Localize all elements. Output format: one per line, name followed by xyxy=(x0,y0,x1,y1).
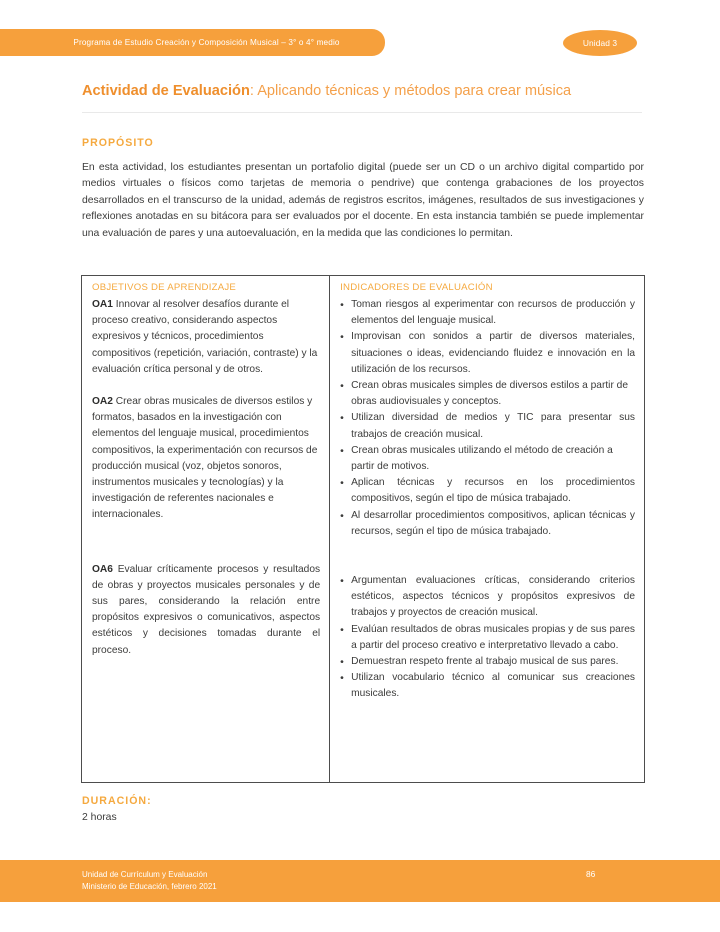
proposito-heading: PROPÓSITO xyxy=(82,137,154,149)
program-header-band xyxy=(0,29,385,56)
objetivo-item xyxy=(92,394,320,524)
page-title-rest: : Aplicando técnicas y métodos para crear música xyxy=(249,83,572,99)
list-item: • Crean obras musicales utilizando el método de creación a partir de motivos. xyxy=(340,443,635,475)
objetivo-code: OA1 xyxy=(92,299,113,310)
page-title xyxy=(82,82,642,100)
title-divider xyxy=(82,112,642,113)
list-item: • Aplican técnicas y recursos en los procedimientos compositivos, según el tipo de música trabajado. xyxy=(340,475,635,507)
indicadores-list-group-1 xyxy=(340,297,635,540)
list-item: • Evalúan resultados de obras musicales propias y de sus pares a partir del proceso creativo e interpretativo llevado a cabo. xyxy=(340,622,635,654)
footer-page-number: 86 xyxy=(586,869,596,879)
list-item: • Crean obras musicales simples de diversos estilos a partir de obras audiovisuales y conceptos. xyxy=(340,378,635,410)
list-item: • Argumentan evaluaciones críticas, considerando criterios estéticos, aspectos técnicos y propósitos expresivos de trabajos y proyectos de creación musical. xyxy=(340,573,635,622)
duracion-heading: DURACIÓN: xyxy=(82,795,152,807)
footer-line-2: Ministerio de Educación, febrero 2021 xyxy=(82,881,217,891)
list-item: • Toman riesgos al experimentar con recursos de producción y elementos del lenguaje musical. xyxy=(340,297,635,329)
list-item: • Improvisan con sonidos a partir de diversos materiales, situaciones o ideas, evidenciando fluidez e innovación en la utilización de los recursos. xyxy=(340,329,635,378)
unit-badge-label: Unidad 3 xyxy=(582,38,618,48)
objetivo-code: OA2 xyxy=(92,396,113,408)
objetivo-text: Evaluar críticamente procesos y resultados de obras y proyectos musicales personales y de sus pares, considerando la relación entre propósitos expresivos o comunicativos, aspectos estéticos y decisiones tomadas durante el proceso. xyxy=(92,563,321,656)
proposito-paragraph: En esta actividad, los estudiantes presentan un portafolio digital (puede ser un CD o un archivo digital compartido por medios virtuales o físicos como tarjetas de memoria o pendrive) que contenga grabaciones de los proyectos desarrollados en el transcurso de la unidad, además de registros escritos, imágenes, resultados de sus investigaciones y reflexiones anotadas en su bitácora para ser evaluados por el docente. En esta instancia también se puede implementar una evaluación de pares y una autoevaluación, en la medida que las condiciones lo permitan. xyxy=(82,162,644,239)
footer-text xyxy=(82,869,217,892)
objectives-indicators-table xyxy=(81,275,645,783)
list-item: • Utilizan diversidad de medios y TIC para presentar sus trabajos de creación musical. xyxy=(340,410,635,442)
indicadores-column xyxy=(330,276,644,782)
duracion-value: 2 horas xyxy=(82,812,117,823)
objetivo-item xyxy=(92,297,320,378)
list-item: • Utilizan vocabulario técnico al comunicar sus creaciones musicales. xyxy=(340,670,635,702)
indicadores-column-header: INDICADORES DE EVALUACIÓN xyxy=(340,282,493,293)
indicadores-list-group-2 xyxy=(340,573,635,703)
program-header-label: Programa de Estudio Creación y Composición Musical – 3° o 4° medio xyxy=(73,38,340,47)
unit-badge xyxy=(563,30,637,56)
list-item: • Demuestran respeto frente al trabajo musical de sus pares. xyxy=(340,654,635,670)
footer-line-1: Unidad de Currículum y Evaluación xyxy=(82,870,208,879)
objetivo-item xyxy=(92,562,320,659)
objetivo-code: OA6 xyxy=(92,563,113,575)
page-title-strong: Actividad de Evaluación xyxy=(82,83,250,99)
objetivo-text: Crear obras musicales de diversos estilos y formatos, basados en la investigación con elementos del lenguaje musical, procedimientos compositivos, la experimentación con recursos de producción musical (voz, objetos sonoros, instrumentos musicales y tecnologías) y la investigación de referentes nacionales e internacionales. xyxy=(92,396,318,521)
objetivos-column-header: OBJETIVOS DE APRENDIZAJE xyxy=(92,282,237,293)
list-item: • Al desarrollar procedimientos compositivos, aplican técnicas y recursos, según el tipo de música trabajado. xyxy=(340,508,635,540)
objetivo-text: Innovar al resolver desafíos durante el proceso creativo, considerando aspectos expresivos y técnicos, procedimientos compositivos (repetición, variación, contraste) y la evaluación crítica personal y de otros. xyxy=(92,299,318,375)
objetivos-column xyxy=(82,276,330,782)
